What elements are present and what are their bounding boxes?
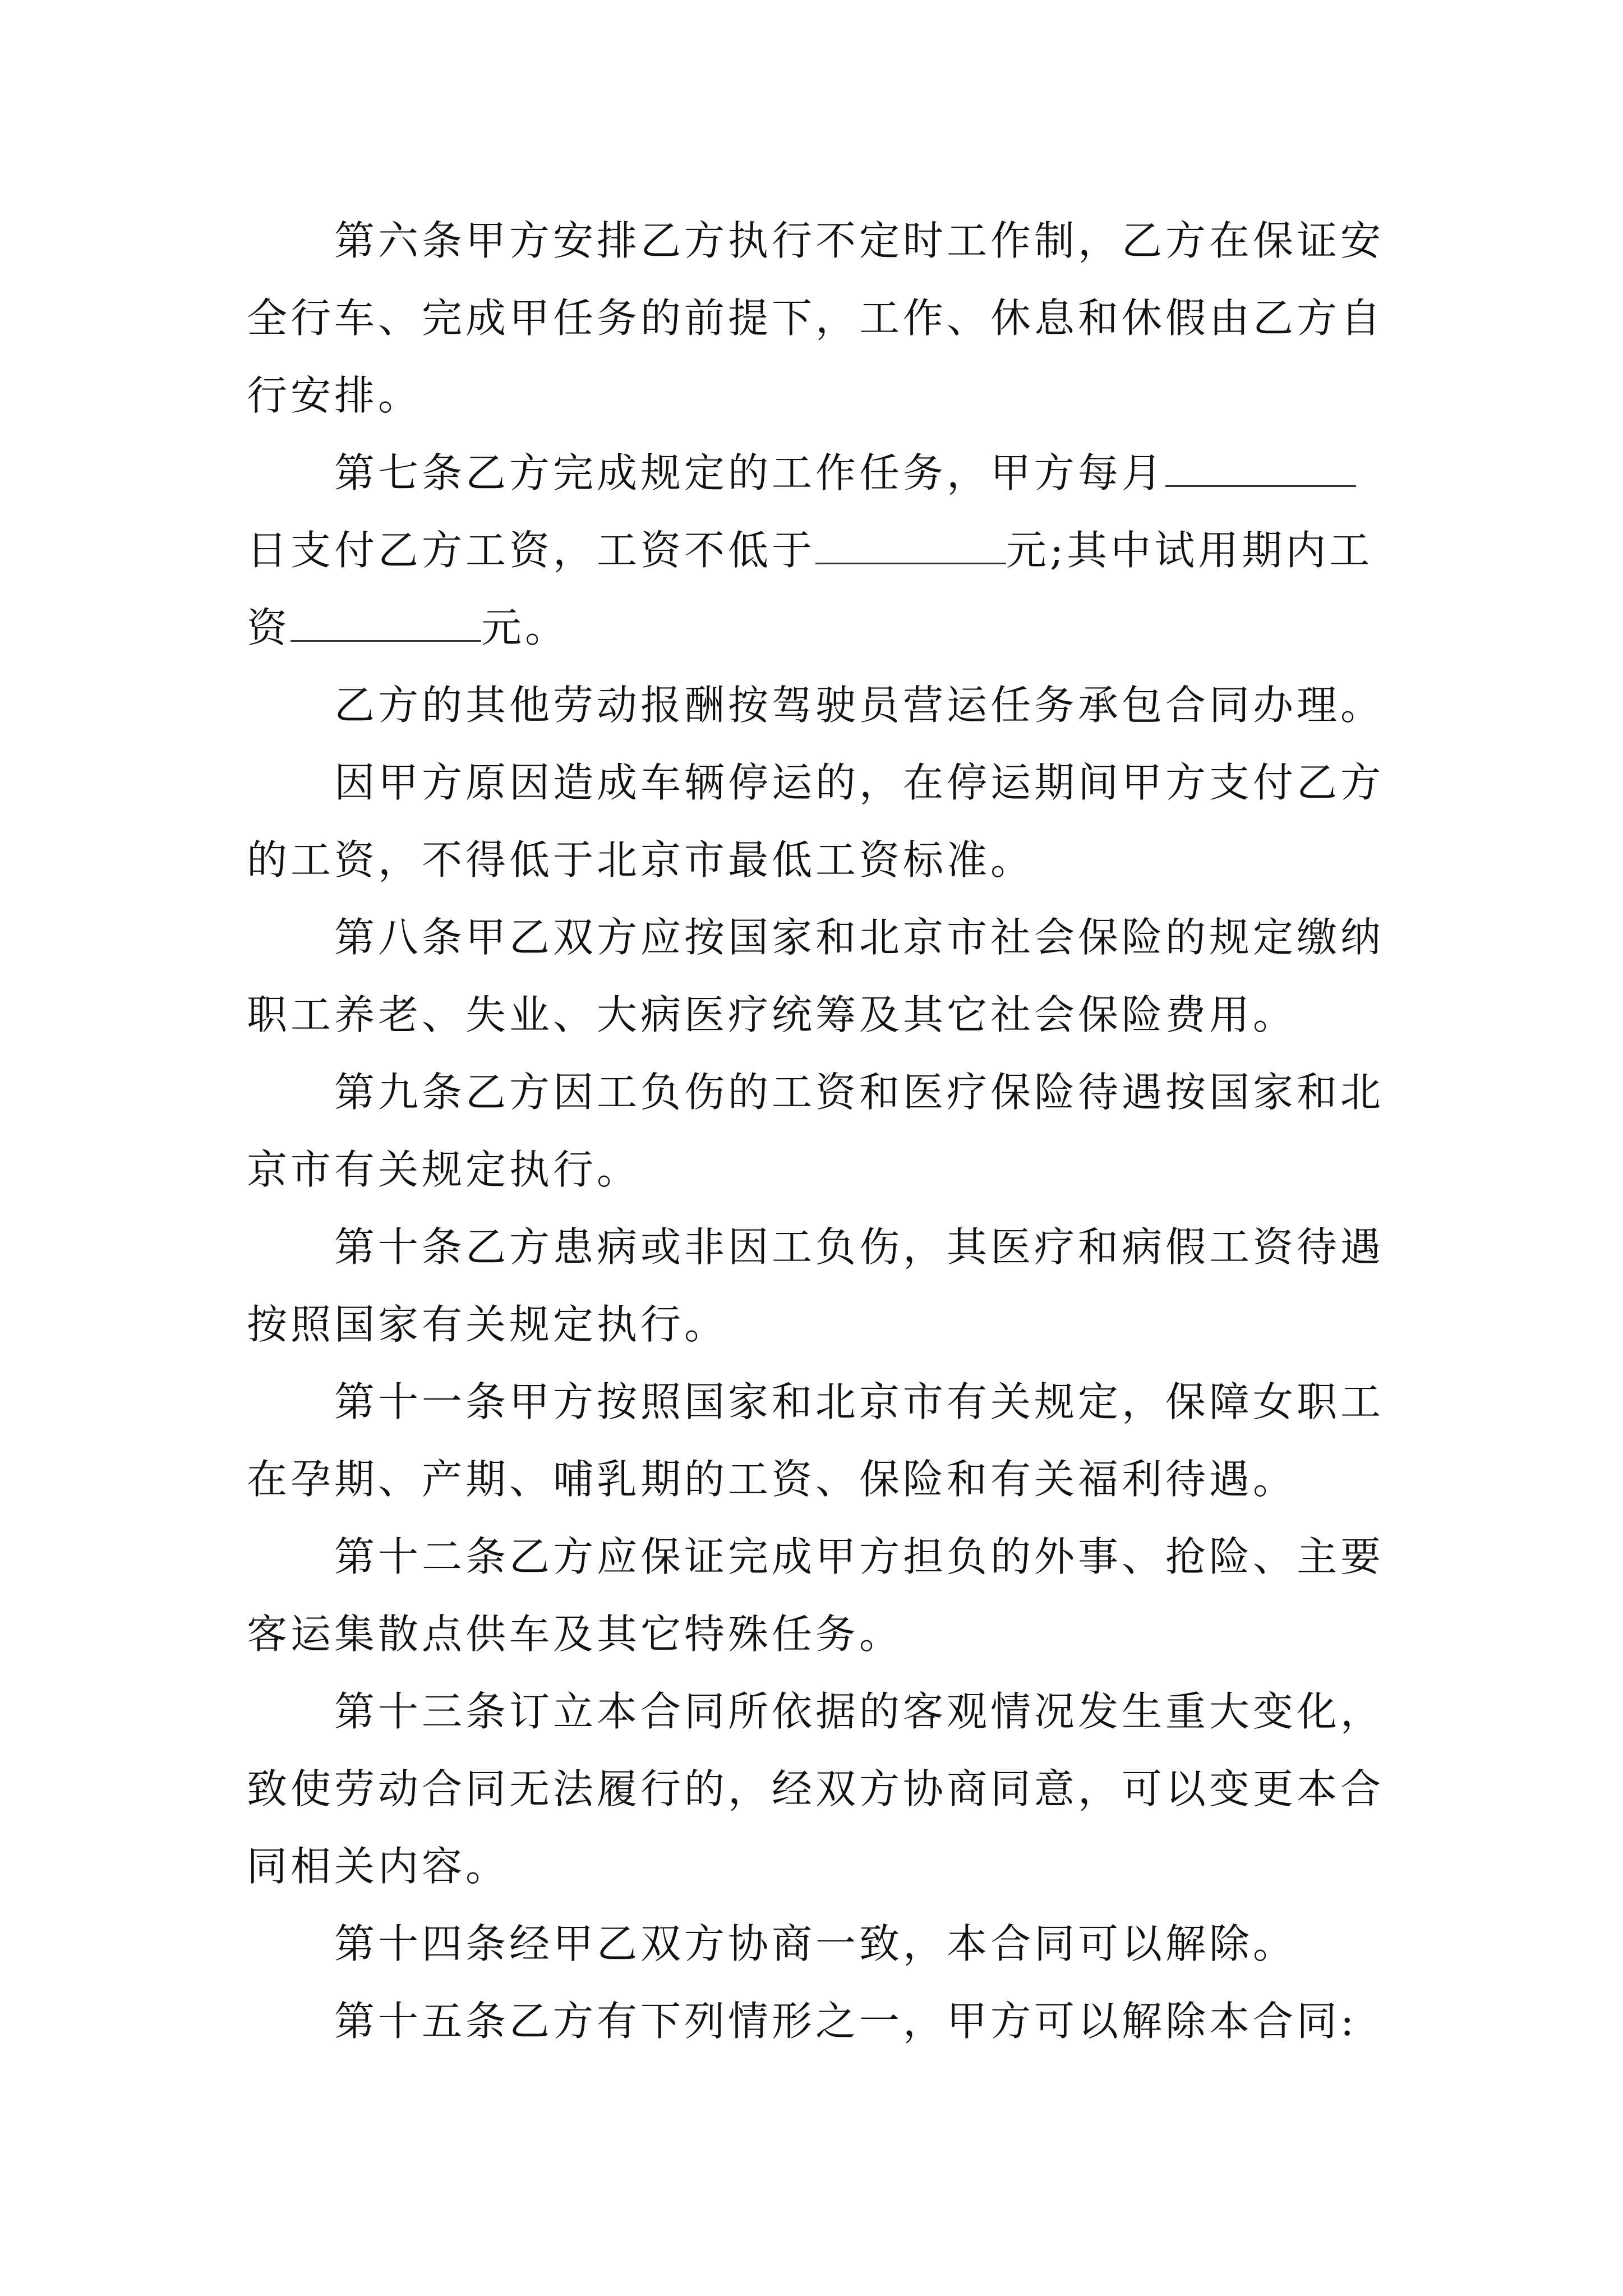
article-7-text-part3: 元;其中试用期内工资 — [247, 527, 1373, 651]
remuneration-text: 乙方的其他劳动报酬按驾驶员营运任务承包合同办理。 — [334, 682, 1385, 729]
remuneration-paragraph — [247, 666, 1396, 744]
suspension-text: 因甲方原因造成车辆停运的，在停运期间甲方支付乙方的工资，不得低于北京市最低工资标准。 — [247, 759, 1385, 884]
article-9-paragraph — [247, 1053, 1396, 1208]
article-10-text: 第十条乙方患病或非因工负伤，其医疗和病假工资待遇按照国家有关规定执行。 — [247, 1223, 1385, 1348]
probation-wage-blank-field[interactable] — [291, 606, 481, 642]
article-7-text-part2: 日支付乙方工资，工资不低于 — [247, 527, 816, 574]
article-12-text: 第十二条乙方应保证完成甲方担负的外事、抢险、主要客运集散点供车及其它特殊任务。 — [247, 1533, 1385, 1658]
payday-blank-field[interactable] — [1165, 452, 1356, 487]
minimum-wage-blank-field[interactable] — [815, 529, 1006, 564]
suspension-paragraph — [247, 744, 1396, 899]
article-11-text: 第十一条甲方按照国家和北京市有关规定，保障女职工在孕期、产期、哺乳期的工资、保险和有关福利待遇。 — [247, 1378, 1385, 1503]
article-13-text: 第十三条订立本合同所依据的客观情况发生重大变化，致使劳动合同无法履行的，经双方协商同意，可以变更本合同相关内容。 — [247, 1688, 1385, 1890]
article-8-paragraph — [247, 899, 1396, 1053]
article-7-paragraph — [247, 434, 1396, 666]
article-10-paragraph — [247, 1208, 1396, 1363]
article-9-text: 第九条乙方因工负伤的工资和医疗保险待遇按国家和北京市有关规定执行。 — [247, 1069, 1385, 1193]
article-6-paragraph — [247, 202, 1396, 434]
article-15-paragraph — [247, 1982, 1396, 2060]
document-body — [247, 202, 1396, 2060]
article-11-paragraph — [247, 1363, 1396, 1518]
article-7-text-part4: 元。 — [481, 604, 569, 651]
article-15-text: 第十五条乙方有下列情形之一，甲方可以解除本合同: — [334, 1998, 1358, 2045]
article-7-text-part1: 第七条乙方完成规定的工作任务，甲方每月 — [334, 449, 1166, 496]
article-12-paragraph — [247, 1518, 1396, 1673]
article-8-text: 第八条甲乙双方应按国家和北京市社会保险的规定缴纳职工养老、失业、大病医疗统筹及其它社会保险费用。 — [247, 914, 1385, 1038]
article-14-paragraph — [247, 1905, 1396, 1982]
article-13-paragraph — [247, 1673, 1396, 1905]
article-6-text: 第六条甲方安排乙方执行不定时工作制，乙方在保证安全行车、完成甲任务的前提下，工作、休息和休假由乙方自行安排。 — [247, 217, 1385, 419]
article-14-text: 第十四条经甲乙双方协商一致，本合同可以解除。 — [334, 1920, 1297, 1967]
